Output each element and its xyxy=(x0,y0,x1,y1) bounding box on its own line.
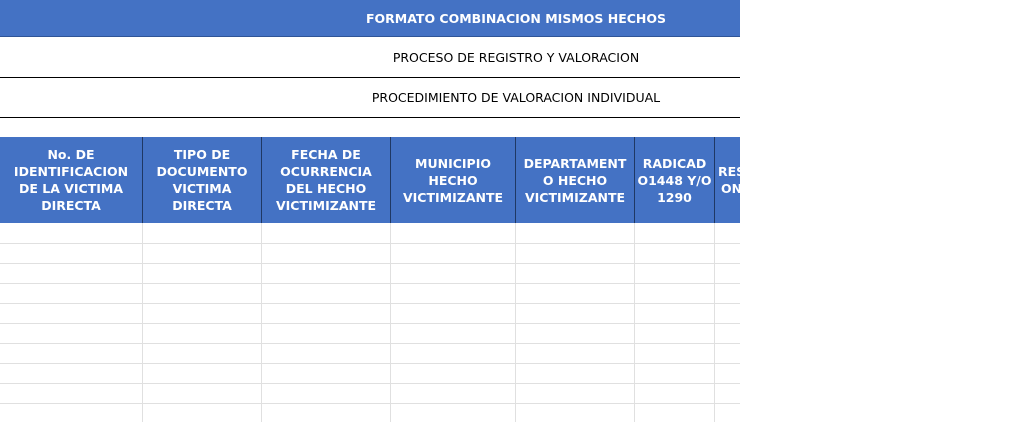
grid-column-line xyxy=(515,223,516,422)
grid-column-line xyxy=(390,223,391,422)
column-header-tipo-documento[interactable] xyxy=(143,137,262,223)
column-header-departamento[interactable] xyxy=(516,137,635,223)
grid-row-line xyxy=(0,343,740,344)
column-header-label: FECHA DE OCURRENCIA DEL HECHO VICTIMIZANTE xyxy=(275,147,377,213)
grid-row-line xyxy=(0,263,740,264)
column-header-label: No. DE IDENTIFICACION DE LA VICTIMA DIRECTA xyxy=(13,147,129,213)
grid-column-line xyxy=(261,223,262,422)
grid-row-line xyxy=(0,403,740,404)
column-header-fecha-ocurrencia[interactable] xyxy=(262,137,391,223)
subtitle-row-process[interactable] xyxy=(0,37,740,78)
grid-row-line xyxy=(0,243,740,244)
column-header-label: TIPO DE DOCUMENTO VICTIMA DIRECTA xyxy=(156,147,248,213)
grid-row-line xyxy=(0,303,740,304)
grid-row-line xyxy=(0,383,740,384)
sheet-title-row[interactable] xyxy=(0,0,740,37)
sheet-subtitle-procedure: PROCEDIMIENTO DE VALORACION INDIVIDUAL xyxy=(371,90,661,105)
grid-column-line xyxy=(634,223,635,422)
column-header-radicado[interactable] xyxy=(635,137,715,223)
sheet-subtitle-process: PROCESO DE REGISTRO Y VALORACION xyxy=(392,50,640,65)
grid-column-line xyxy=(142,223,143,422)
sheet-title: FORMATO COMBINACION MISMOS HECHOS xyxy=(365,11,667,26)
grid-row-line xyxy=(0,283,740,284)
column-header-municipio[interactable] xyxy=(391,137,516,223)
grid-column-line xyxy=(714,223,715,422)
column-header-resolucion[interactable] xyxy=(715,137,746,223)
column-header-id-victima[interactable] xyxy=(0,137,143,223)
grid-row-line xyxy=(0,363,740,364)
column-header-label: RADICAD O1448 Y/O 1290 xyxy=(637,155,712,205)
column-header-label: DEPARTAMENT O HECHO VICTIMIZANTE xyxy=(523,155,627,205)
data-grid[interactable] xyxy=(0,223,740,422)
column-header-row xyxy=(0,137,746,223)
column-header-label: MUNICIPIO HECHO VICTIMIZANTE xyxy=(402,155,504,205)
grid-row-line xyxy=(0,323,740,324)
column-header-label: RES ON xyxy=(718,164,746,196)
subtitle-row-procedure[interactable] xyxy=(0,78,740,118)
